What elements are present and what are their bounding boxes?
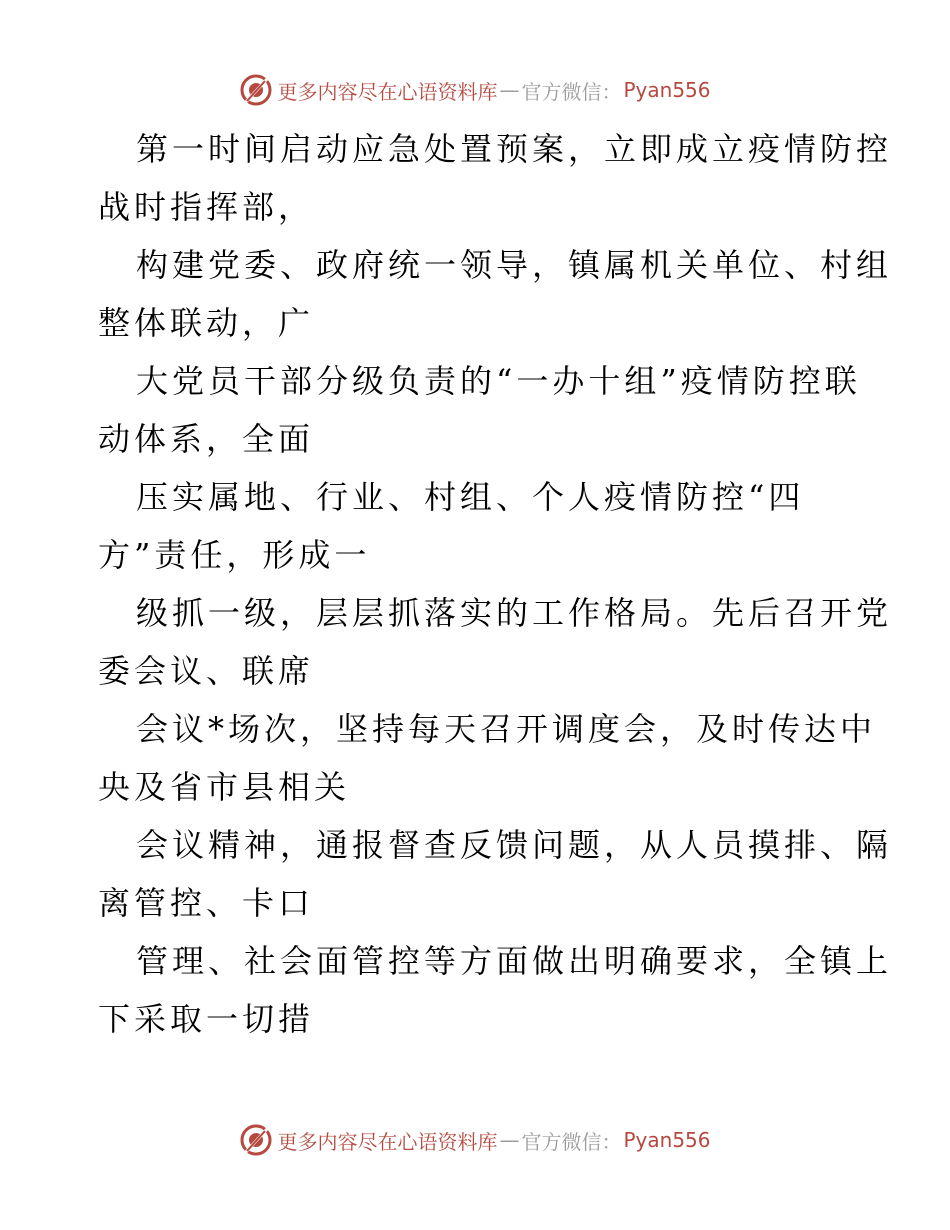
- paragraph: [98, 932, 893, 1048]
- watermark-dash: —: [499, 1128, 520, 1152]
- paragraph-line: 管理、社会面管控等方面做出明确要求，全镇上: [136, 942, 893, 980]
- pen-logo-icon: [239, 1123, 273, 1157]
- paragraph: [98, 352, 861, 468]
- watermark-wechat-id: Pyan556: [623, 1128, 711, 1152]
- paragraph-line: 第一时间启动应急处置预案，立即成立疫情防控: [136, 130, 893, 168]
- paragraph-line: 离管控、卡口: [98, 884, 315, 922]
- paragraph-line: 构建党委、政府统一领导，镇属机关单位、村组: [136, 246, 893, 284]
- pen-logo-icon: [239, 73, 273, 107]
- watermark-dash: —: [499, 78, 520, 102]
- paragraph: [98, 700, 877, 816]
- watermark-wechat-label: 官方微信：: [521, 1129, 622, 1154]
- watermark-site-text: 更多内容尽在心语资料库: [277, 1129, 498, 1154]
- paragraph-line: 级抓一级，层层抓落实的工作格局。先后召开党: [136, 594, 893, 632]
- paragraph-line: 委会议、联席: [98, 652, 315, 690]
- paragraph-line: 会议精神，通报督查反馈问题，从人员摸排、隔: [136, 826, 893, 864]
- footer-watermark: [0, 1120, 950, 1160]
- paragraph: [98, 120, 893, 236]
- paragraph-line: 会议*场次，坚持每天召开调度会，及时传达中: [136, 710, 877, 748]
- watermark-site-text: 更多内容尽在心语资料库: [277, 79, 498, 104]
- paragraph-line: 动体系，全面: [98, 420, 315, 458]
- paragraph: [98, 236, 893, 352]
- paragraph-line: 央及省市县相关: [98, 768, 351, 806]
- header-watermark: [0, 70, 950, 110]
- paragraph-line: 方”责任，形成一: [98, 536, 371, 574]
- paragraph-line: 战时指挥部，: [98, 188, 315, 226]
- paragraph: [98, 816, 893, 932]
- paragraph-line: 大党员干部分级负责的“一办十组”疫情防控联: [136, 362, 861, 400]
- document-body: [98, 120, 893, 1048]
- paragraph-line: 下采取一切措: [98, 1000, 315, 1038]
- paragraph-line: 整体联动，广: [98, 304, 315, 342]
- paragraph-line: 压实属地、行业、村组、个人疫情防控“四: [136, 478, 805, 516]
- paragraph: [98, 468, 858, 584]
- paragraph: [98, 584, 893, 700]
- watermark-wechat-id: Pyan556: [623, 78, 711, 102]
- watermark-wechat-label: 官方微信：: [521, 79, 622, 104]
